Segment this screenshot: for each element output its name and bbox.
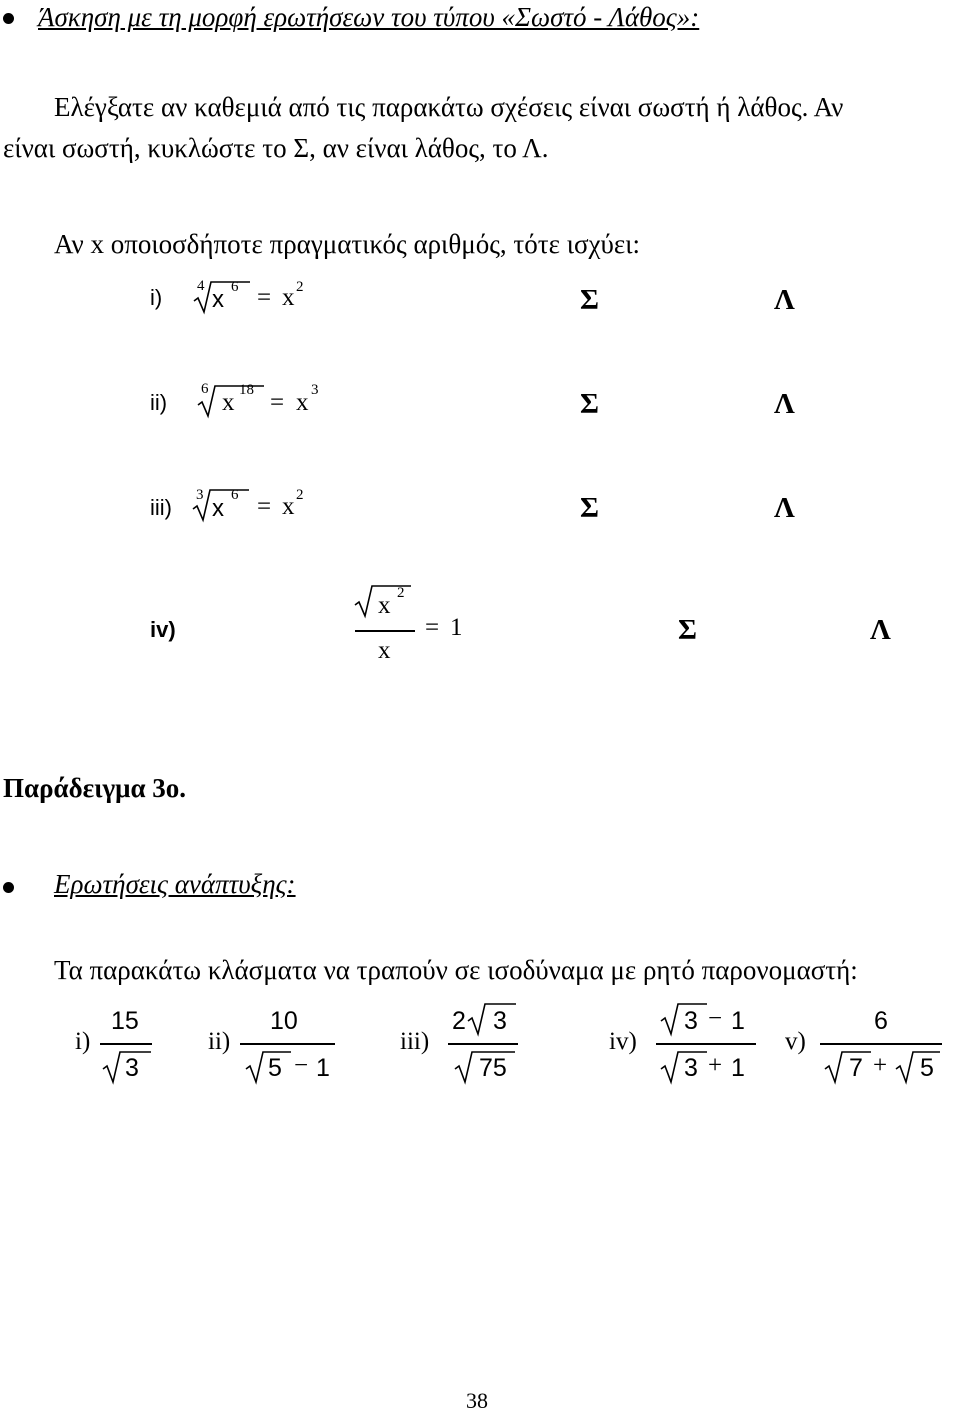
- true-option[interactable]: Σ: [580, 388, 599, 420]
- true-option[interactable]: Σ: [678, 614, 697, 646]
- radicand-base: x: [212, 495, 224, 522]
- true-false-heading: Άσκηση με τη μορφή ερωτήσεων του τύπου «Σωστό - Λάθος»:: [38, 2, 700, 32]
- false-option[interactable]: Λ: [870, 614, 891, 646]
- true-option[interactable]: Σ: [580, 284, 599, 316]
- radical-index: 4: [197, 278, 205, 294]
- equals-sign: =: [270, 389, 285, 416]
- denominator-operator: +: [873, 1052, 888, 1079]
- radical-index: 6: [201, 381, 209, 397]
- item-label: iv): [150, 617, 176, 642]
- example-title: Παράδειγμα 3ο.: [3, 773, 187, 803]
- equals-sign: =: [425, 614, 440, 641]
- denominator-radicand-2: 5: [920, 1054, 934, 1082]
- numerator-base: x: [378, 592, 391, 619]
- instruction-line-1: Ελέγξατε αν καθεμιά από τις παρακάτω σχέσεις είναι σωστή ή λάθος. Αν: [54, 92, 844, 122]
- false-option[interactable]: Λ: [774, 492, 795, 524]
- radicand-exponent: 18: [239, 382, 254, 398]
- bullet-2: [3, 882, 14, 893]
- numerator-radicand: 3: [493, 1007, 507, 1035]
- fraction-bar: [240, 1043, 335, 1045]
- rhs-base: x: [282, 493, 295, 520]
- fraction-bar: [448, 1043, 518, 1045]
- true-option[interactable]: Σ: [580, 492, 599, 524]
- denominator-radicand: 5: [268, 1054, 282, 1082]
- radical-index: 3: [196, 487, 204, 503]
- numerator-exponent: 2: [397, 585, 405, 601]
- premise-text: Αν x οποιοσδήποτε πραγματικός αριθμός, τότε ισχύει:: [54, 229, 640, 259]
- fraction-bar: [656, 1043, 756, 1045]
- fraction-label: ii): [208, 1028, 231, 1055]
- false-option[interactable]: Λ: [774, 388, 795, 420]
- denominator: x: [378, 637, 391, 664]
- rhs-exponent: 2: [296, 487, 304, 503]
- equals-sign: =: [257, 284, 272, 311]
- rationalize-instruction: Τα παρακάτω κλάσματα να τραπούν σε ισοδύναμα με ρητό παρονομαστή:: [54, 955, 858, 985]
- fraction-bar: [100, 1043, 152, 1045]
- radicand-base: x: [212, 286, 224, 313]
- item-label: iii): [150, 495, 172, 520]
- numerator-operator: −: [708, 1005, 723, 1032]
- fraction-label: iii): [400, 1028, 430, 1055]
- development-questions-heading: Ερωτήσεις ανάπτυξης:: [54, 869, 296, 899]
- radicand-exponent: 6: [231, 487, 239, 503]
- fraction-bar: [820, 1043, 942, 1045]
- denominator-constant: 1: [316, 1054, 330, 1082]
- numerator-constant: 1: [731, 1007, 745, 1035]
- denominator-constant: 1: [731, 1054, 745, 1082]
- radicand-exponent: 6: [231, 279, 239, 295]
- numerator-coefficient: 2: [452, 1007, 466, 1035]
- radical-sign: [194, 280, 254, 316]
- rhs-value: 1: [450, 614, 463, 641]
- fraction-label: iv): [609, 1028, 637, 1055]
- instruction-line-2: είναι σωστή, κυκλώστε το Σ, αν είναι λάθος, το Λ.: [3, 133, 549, 163]
- page-number: 38: [466, 1388, 488, 1413]
- equals-sign: =: [257, 493, 272, 520]
- denominator-radicand: 75: [479, 1054, 507, 1082]
- denominator-radicand: 3: [125, 1054, 139, 1082]
- fraction-bar: [355, 630, 415, 632]
- false-option[interactable]: Λ: [774, 284, 795, 316]
- numerator: 10: [270, 1007, 298, 1035]
- denominator-radicand: 3: [684, 1054, 698, 1082]
- numerator: 15: [111, 1007, 139, 1035]
- numerator-radicand: 3: [684, 1007, 698, 1035]
- rhs-exponent: 3: [311, 382, 319, 398]
- item-label: ii): [150, 390, 168, 415]
- denominator-radicand-1: 7: [849, 1054, 863, 1082]
- fraction-label: v): [785, 1028, 806, 1055]
- rhs-exponent: 2: [296, 279, 304, 295]
- radicand-base: x: [222, 389, 235, 416]
- rhs-base: x: [282, 284, 295, 311]
- denominator-operator: −: [294, 1052, 309, 1079]
- fraction-label: i): [75, 1028, 91, 1055]
- numerator: 6: [874, 1007, 888, 1035]
- item-label: i): [150, 285, 163, 310]
- rhs-base: x: [296, 389, 309, 416]
- bullet-1: [3, 13, 14, 24]
- denominator-operator: +: [708, 1052, 723, 1079]
